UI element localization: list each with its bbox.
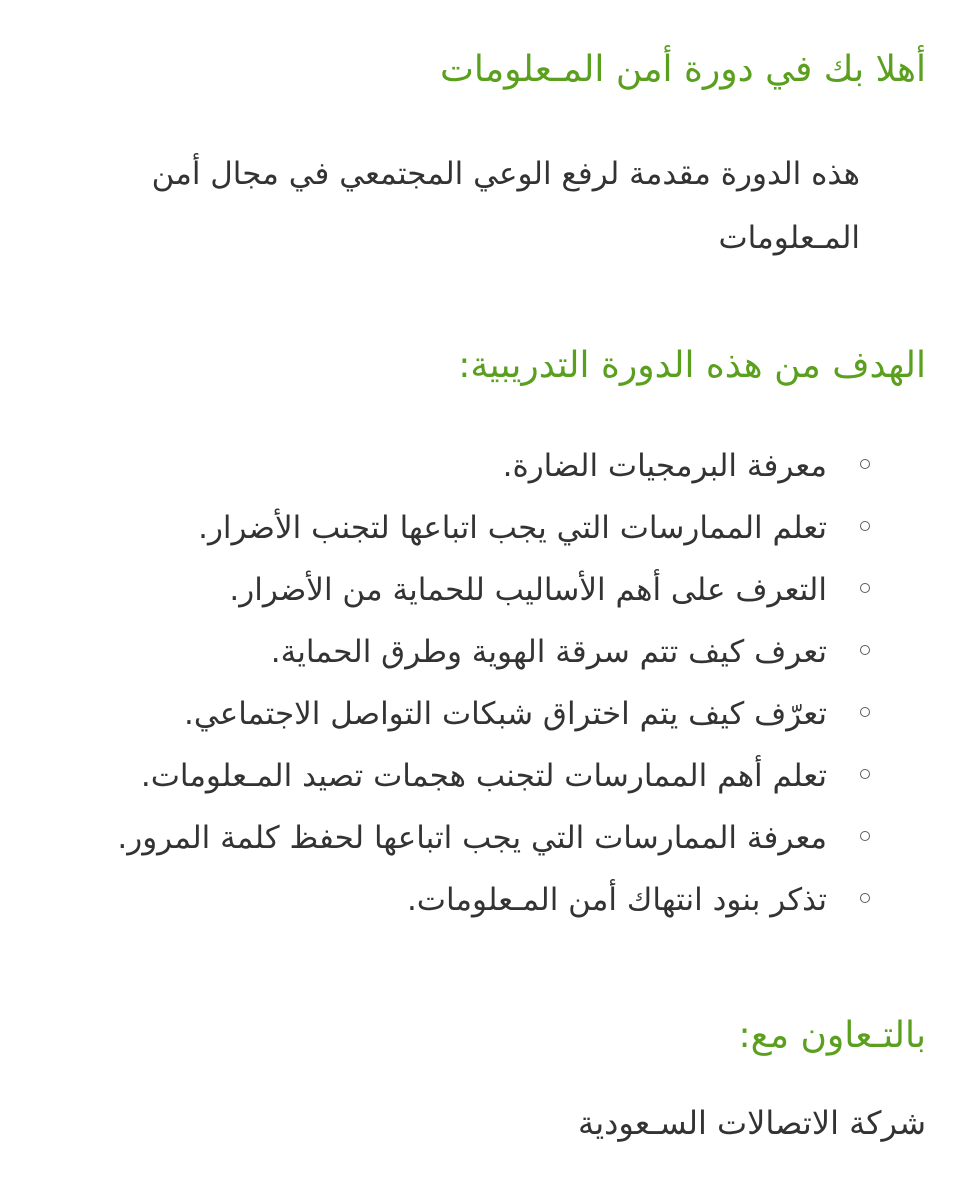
goal-item [0,869,860,931]
circle-bullet-icon [860,893,870,903]
goal-item-text: معرفة البرمجيات الضارة. [502,448,827,484]
goal-item [0,745,860,807]
goal-item-text: تذكر بنود انتهاك أمن المـعلومات. [406,882,827,918]
circle-bullet-icon [860,521,870,531]
goal-item [0,497,860,559]
course-intro-text: هذه الدورة مقدمة لرفع الوعي المجتمعي في مجال أمن المـعلومات [151,156,860,256]
goal-item [0,435,860,497]
goals-list [0,435,860,931]
goal-item [0,683,860,745]
goal-item [0,807,860,869]
circle-bullet-icon [860,645,870,655]
goal-item-text: تعلم أهم الممارسات لتجنب هجمات تصيد المـعلومات. [140,758,827,794]
goals-heading: الهدف من هذه الدورة التدريبية: [458,345,926,386]
goal-item-text: تعلم الممارسات التي يجب اتباعها لتجنب الأضرار. [198,510,827,546]
goal-item-text: معرفة الممارسات التي يجب اتباعها لحفظ كلمة المرور. [117,820,827,856]
circle-bullet-icon [860,769,870,779]
welcome-title: أهلا بك في دورة أمن المـعلومات [440,49,926,90]
circle-bullet-icon [860,707,870,717]
partner-company-name: شركة الاتصالات السـعودية [578,1104,926,1142]
goal-item [0,559,860,621]
circle-bullet-icon [860,583,870,593]
partnership-heading: بالتـعاون مع: [738,1015,926,1056]
goal-item [0,621,860,683]
goal-item-text: تعرف كيف تتم سرقة الهوية وطرق الحماية. [270,634,827,670]
goal-item-text: تعرّف كيف يتم اختراق شبكات التواصل الاجتماعي. [184,696,827,732]
circle-bullet-icon [860,459,870,469]
circle-bullet-icon [860,831,870,841]
goal-item-text: التعرف على أهم الأساليب للحماية من الأضرار. [229,572,827,608]
